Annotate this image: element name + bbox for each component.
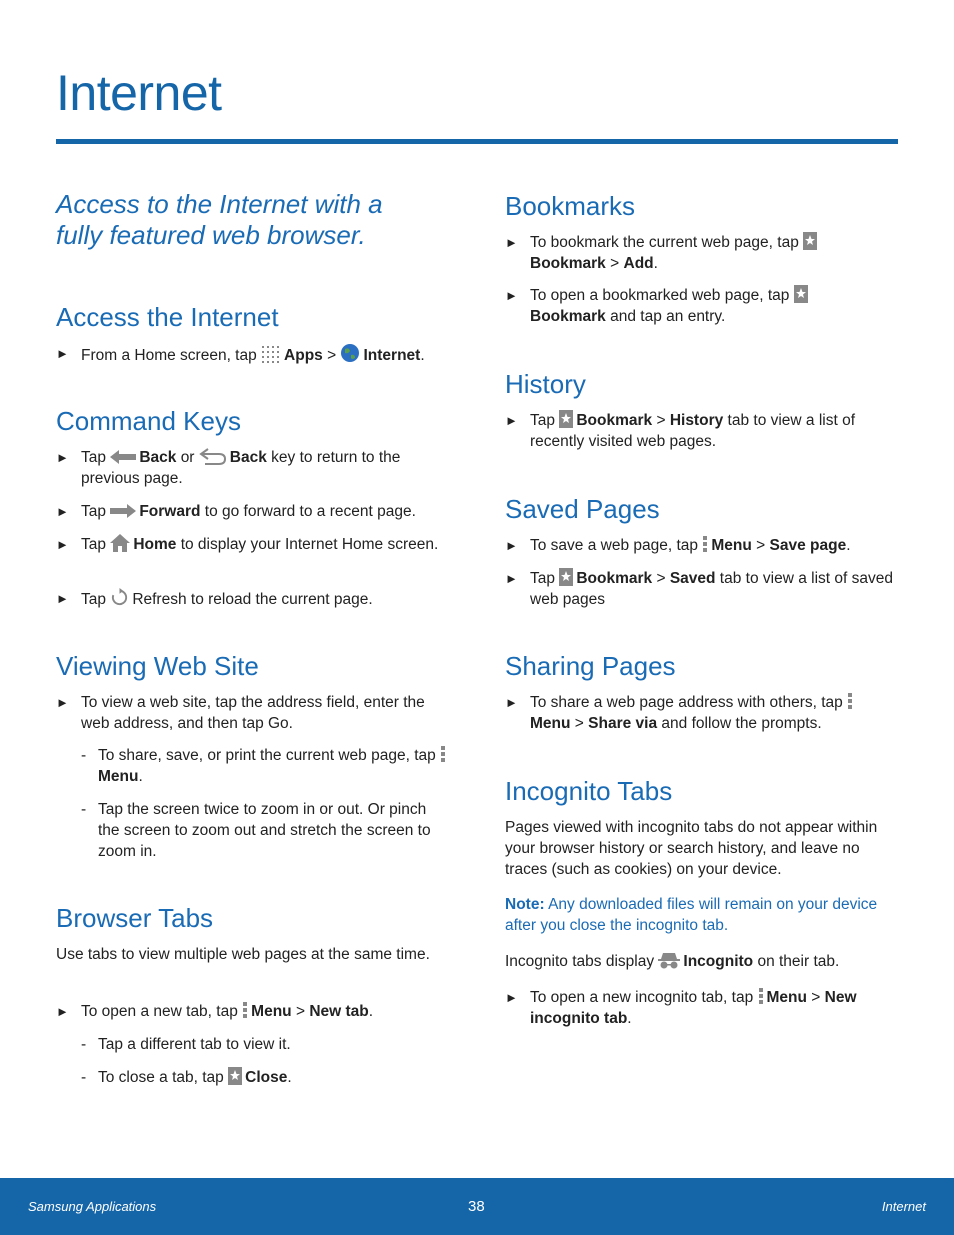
history-label: History <box>669 412 724 429</box>
arrow-icon: ► <box>56 346 69 361</box>
footer-chapter: Internet <box>881 1199 926 1214</box>
text: To view a web site, tap the address field, enter the web address, and then tap Go. <box>81 694 425 732</box>
arrow-icon: ► <box>56 591 69 606</box>
refresh-icon <box>110 588 129 607</box>
arrow-icon: ► <box>56 695 69 710</box>
incognito-note <box>505 894 900 936</box>
arrow-icon: ► <box>505 288 518 303</box>
dash: - <box>81 1069 87 1086</box>
text: To share, save, or print the current web page, tap <box>98 747 436 764</box>
text: To open a bookmarked web page, tap <box>530 287 790 304</box>
sub-share-save <box>56 745 451 787</box>
page-number: 38 <box>468 1198 485 1215</box>
note-text: Any downloaded files will remain on your device after you close the incognito tab. <box>505 896 878 934</box>
text: and follow the prompts. <box>661 715 822 732</box>
separator: > <box>656 570 666 587</box>
separator: > <box>295 1003 305 1020</box>
text: Tap <box>530 570 555 587</box>
heading-history: History <box>505 369 586 399</box>
bullet-save-page <box>505 535 900 556</box>
heading-access-internet: Access the Internet <box>56 302 279 332</box>
text: To close a tab, tap <box>98 1069 224 1086</box>
home-label: Home <box>133 536 177 553</box>
browser-tabs-intro: Use tabs to view multiple web pages at the same time. <box>56 946 430 963</box>
bullet-history <box>505 410 895 452</box>
menu-label: Menu <box>711 537 752 554</box>
text: tab to view a list of saved web pages <box>530 570 893 608</box>
text: or <box>180 449 195 466</box>
text: . <box>368 1003 374 1020</box>
forward-label: Forward <box>139 503 201 520</box>
saved-label: Saved <box>669 570 716 587</box>
text: To open a new tab, tap <box>81 1003 238 1020</box>
bookmark-label: Bookmark <box>530 308 606 325</box>
text: tab to view a list of recently visited web pages. <box>530 412 856 450</box>
text: Incognito tabs display <box>505 953 655 970</box>
dash: - <box>81 1036 87 1053</box>
bookmark-label: Bookmark <box>576 570 653 587</box>
text: on their tab. <box>757 953 840 970</box>
bullet-forward <box>56 501 451 522</box>
bookmark-icon <box>559 410 573 428</box>
text: Tap <box>530 412 555 429</box>
arrow-icon: ► <box>505 538 518 553</box>
text: Tap a different tab to view it. <box>98 1036 291 1053</box>
heading-saved-pages: Saved Pages <box>505 494 660 524</box>
text: Tap <box>81 503 106 520</box>
arrow-icon: ► <box>505 571 518 586</box>
arrow-icon: ► <box>505 235 518 250</box>
title-rule <box>56 139 898 144</box>
bullet-home <box>56 534 451 555</box>
page-title: Internet <box>56 65 222 121</box>
new-incognito-tab-label: New incognito tab <box>530 989 857 1027</box>
sub-different-tab <box>56 1034 451 1055</box>
incognito-icon <box>658 951 680 969</box>
separator: > <box>327 347 337 364</box>
back-arrow-icon <box>110 449 136 465</box>
apps-grid-icon <box>261 345 281 363</box>
menu-kebab-icon <box>440 745 446 763</box>
text: and tap an entry. <box>610 308 726 325</box>
separator: > <box>574 715 584 732</box>
footer-section: Samsung Applications <box>28 1199 157 1214</box>
arrow-icon: ► <box>505 695 518 710</box>
heading-bookmarks: Bookmarks <box>505 191 636 221</box>
bullet-saved-list <box>505 568 895 610</box>
text: key to return to the previous page. <box>81 449 401 487</box>
bullet-refresh <box>56 588 451 610</box>
arrow-icon: ► <box>505 990 518 1005</box>
dash: - <box>81 747 87 764</box>
add-label: Add <box>623 255 654 272</box>
arrow-icon: ► <box>56 537 69 552</box>
apps-label: Apps <box>284 347 323 364</box>
menu-kebab-icon <box>847 692 853 710</box>
note-label: Note: <box>505 896 545 913</box>
text: To save a web page, tap <box>530 537 699 554</box>
back-key-icon <box>199 447 227 465</box>
incognito-intro: Pages viewed with incognito tabs do not appear within your browser history or search history, and leave no traces (such as cookies) on your device. <box>505 819 878 878</box>
menu-kebab-icon <box>702 535 708 553</box>
dash: - <box>81 801 87 818</box>
back-key-label: Back <box>229 449 267 466</box>
forward-arrow-icon <box>110 503 136 519</box>
close-label: Close <box>245 1069 288 1086</box>
text: . <box>653 255 658 272</box>
bullet-access-internet <box>56 343 451 366</box>
bullet-view-site <box>56 692 451 734</box>
bullet-new-incognito <box>505 987 885 1029</box>
separator: > <box>610 255 620 272</box>
incognito-label: Incognito <box>683 953 754 970</box>
internet-label: Internet <box>363 347 421 364</box>
save-page-label: Save page <box>769 537 847 554</box>
heading-viewing-web-site: Viewing Web Site <box>56 651 259 681</box>
text: . <box>846 537 851 554</box>
menu-label: Menu <box>530 715 571 732</box>
bookmark-icon <box>559 568 573 586</box>
arrow-icon: ► <box>56 450 69 465</box>
menu-label: Menu <box>251 1003 292 1020</box>
tagline: Access to the Internet with a fully featured web browser. <box>56 189 383 250</box>
menu-label: Menu <box>98 768 139 785</box>
bullet-share <box>505 692 895 734</box>
heading-sharing-pages: Sharing Pages <box>505 651 676 681</box>
menu-kebab-icon <box>758 987 764 1005</box>
text: to display your Internet Home screen. <box>180 536 439 553</box>
bookmark-icon <box>794 285 808 303</box>
bullet-new-tab <box>56 1001 451 1022</box>
text: . <box>138 768 143 785</box>
heading-incognito-tabs: Incognito Tabs <box>505 776 673 806</box>
text: Tap <box>81 449 106 466</box>
footer <box>0 1178 954 1235</box>
text: Tap <box>81 591 106 608</box>
separator: > <box>811 989 821 1006</box>
bullet-open-bookmark <box>505 285 885 327</box>
incognito-display <box>505 951 900 972</box>
heading-browser-tabs: Browser Tabs <box>56 903 214 933</box>
close-tab-icon <box>228 1067 242 1085</box>
globe-icon <box>340 343 360 363</box>
text: . <box>420 347 425 364</box>
separator: > <box>656 412 666 429</box>
sub-close-tab <box>56 1067 451 1088</box>
heading-command-keys: Command Keys <box>56 406 241 436</box>
text: To share a web page address with others, tap <box>530 694 843 711</box>
home-icon <box>110 534 130 552</box>
new-tab-label: New tab <box>309 1003 369 1020</box>
menu-kebab-icon <box>242 1001 248 1019</box>
share-via-label: Share via <box>588 715 658 732</box>
text: to go forward to a recent page. <box>204 503 416 520</box>
bullet-back <box>56 447 451 489</box>
text: Tap <box>81 536 106 553</box>
arrow-icon: ► <box>56 504 69 519</box>
text: To open a new incognito tab, tap <box>530 989 754 1006</box>
bullet-add-bookmark <box>505 232 885 274</box>
bookmark-label: Bookmark <box>576 412 653 429</box>
back-label: Back <box>139 449 177 466</box>
text: From a Home screen, tap <box>81 347 257 364</box>
text: . <box>627 1010 632 1027</box>
arrow-icon: ► <box>56 1004 69 1019</box>
arrow-icon: ► <box>505 413 518 428</box>
text: To bookmark the current web page, tap <box>530 234 799 251</box>
text: Refresh to reload the current page. <box>132 591 373 608</box>
menu-label: Menu <box>766 989 807 1006</box>
text: . <box>287 1069 292 1086</box>
separator: > <box>756 537 766 554</box>
bookmark-icon <box>803 232 817 250</box>
sub-zoom <box>56 799 451 862</box>
text: Tap the screen twice to zoom in or out. Or pinch the screen to zoom out and stretch the screen to zoom in. <box>98 801 431 860</box>
bookmark-label: Bookmark <box>530 255 606 272</box>
